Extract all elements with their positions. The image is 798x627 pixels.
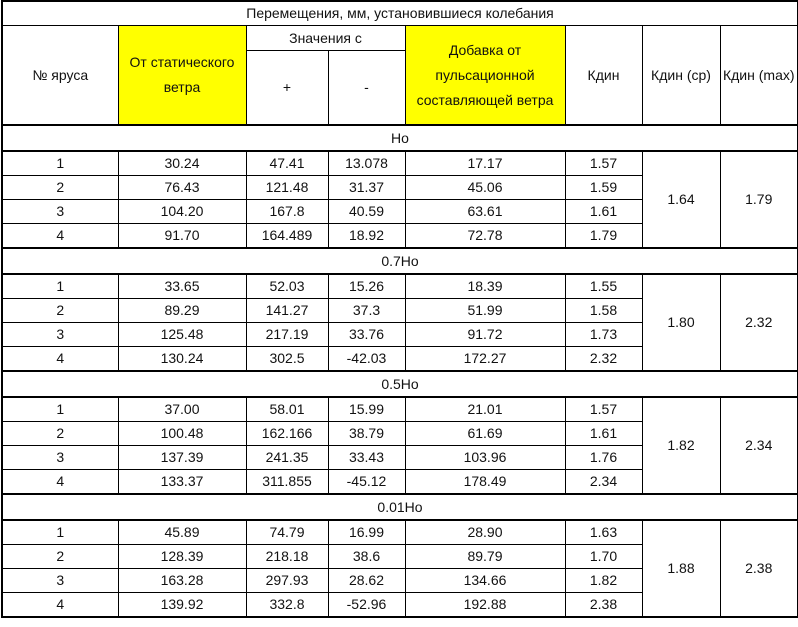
pulse-addition-value: 172.27 xyxy=(405,347,565,372)
tier-number: 2 xyxy=(2,176,118,200)
pulse-addition-value: 51.99 xyxy=(405,299,565,323)
tier-number: 2 xyxy=(2,422,118,446)
pulse-addition-value: 63.61 xyxy=(405,200,565,224)
static-wind-value: 137.39 xyxy=(118,446,246,470)
kdin-max-value: 2.34 xyxy=(720,397,798,494)
pulse-addition-value: 89.79 xyxy=(405,545,565,569)
header-minus: - xyxy=(328,51,405,126)
minus-value: -52.96 xyxy=(328,593,405,618)
kdin-value: 1.73 xyxy=(565,323,642,347)
pulse-addition-value: 21.01 xyxy=(405,397,565,422)
static-wind-value: 30.24 xyxy=(118,151,246,176)
kdin-value: 2.32 xyxy=(565,347,642,372)
minus-value: 33.43 xyxy=(328,446,405,470)
static-wind-value: 89.29 xyxy=(118,299,246,323)
minus-value: 31.37 xyxy=(328,176,405,200)
kdin-value: 2.38 xyxy=(565,593,642,618)
table-row xyxy=(2,520,798,545)
displacement-table xyxy=(1,0,798,618)
minus-value: 38.79 xyxy=(328,422,405,446)
static-wind-value: 133.37 xyxy=(118,470,246,495)
minus-value: 15.26 xyxy=(328,274,405,299)
kdin-value: 1.61 xyxy=(565,200,642,224)
minus-value: 33.76 xyxy=(328,323,405,347)
tier-number: 2 xyxy=(2,545,118,569)
kdin-value: 1.79 xyxy=(565,224,642,249)
pulse-addition-value: 192.88 xyxy=(405,593,565,618)
minus-value: 15.99 xyxy=(328,397,405,422)
kdin-value: 1.82 xyxy=(565,569,642,593)
section-label: 0.01Ho xyxy=(2,494,798,520)
section-label: 0.5Ho xyxy=(2,371,798,397)
plus-value: 141.27 xyxy=(246,299,328,323)
kdin-avg-value: 1.64 xyxy=(642,151,720,248)
static-wind-value: 91.70 xyxy=(118,224,246,249)
header-pulse-addition: Добавка от пульсационной составляющей ветра xyxy=(405,26,565,126)
header-tier: № яруса xyxy=(2,26,118,126)
plus-value: 74.79 xyxy=(246,520,328,545)
tier-number: 3 xyxy=(2,446,118,470)
minus-value: -45.12 xyxy=(328,470,405,495)
plus-value: 217.19 xyxy=(246,323,328,347)
tier-number: 3 xyxy=(2,323,118,347)
header-values-with: Значения с xyxy=(246,26,405,51)
plus-value: 311.855 xyxy=(246,470,328,495)
tier-number: 1 xyxy=(2,520,118,545)
plus-value: 218.18 xyxy=(246,545,328,569)
header-kdin-max: Кдин (max) xyxy=(720,26,798,126)
kdin-value: 1.57 xyxy=(565,397,642,422)
pulse-addition-value: 91.72 xyxy=(405,323,565,347)
tier-number: 2 xyxy=(2,299,118,323)
table-title: Перемещения, мм, установившиеся колебания xyxy=(2,1,798,26)
kdin-value: 1.61 xyxy=(565,422,642,446)
static-wind-value: 128.39 xyxy=(118,545,246,569)
kdin-value: 1.63 xyxy=(565,520,642,545)
section-label: Ho xyxy=(2,125,798,151)
static-wind-value: 139.92 xyxy=(118,593,246,618)
plus-value: 58.01 xyxy=(246,397,328,422)
tier-number: 1 xyxy=(2,274,118,299)
kdin-value: 1.76 xyxy=(565,446,642,470)
kdin-avg-value: 1.88 xyxy=(642,520,720,617)
minus-value: 28.62 xyxy=(328,569,405,593)
pulse-addition-value: 28.90 xyxy=(405,520,565,545)
header-kdin: Кдин xyxy=(565,26,642,126)
plus-value: 162.166 xyxy=(246,422,328,446)
tier-number: 4 xyxy=(2,593,118,618)
plus-value: 332.8 xyxy=(246,593,328,618)
static-wind-value: 37.00 xyxy=(118,397,246,422)
plus-value: 47.41 xyxy=(246,151,328,176)
plus-value: 297.93 xyxy=(246,569,328,593)
tier-number: 4 xyxy=(2,347,118,372)
minus-value: 13.078 xyxy=(328,151,405,176)
pulse-addition-value: 134.66 xyxy=(405,569,565,593)
kdin-max-value: 2.32 xyxy=(720,274,798,371)
kdin-max-value: 1.79 xyxy=(720,151,798,248)
kdin-max-value: 2.38 xyxy=(720,520,798,617)
static-wind-value: 125.48 xyxy=(118,323,246,347)
plus-value: 241.35 xyxy=(246,446,328,470)
kdin-value: 2.34 xyxy=(565,470,642,495)
header-static-wind: От статического ветра xyxy=(118,26,246,126)
kdin-value: 1.55 xyxy=(565,274,642,299)
table-row xyxy=(2,151,798,176)
pulse-addition-value: 178.49 xyxy=(405,470,565,495)
static-wind-value: 76.43 xyxy=(118,176,246,200)
static-wind-value: 163.28 xyxy=(118,569,246,593)
kdin-avg-value: 1.82 xyxy=(642,397,720,494)
pulse-addition-value: 45.06 xyxy=(405,176,565,200)
minus-value: 16.99 xyxy=(328,520,405,545)
plus-value: 164.489 xyxy=(246,224,328,249)
pulse-addition-value: 18.39 xyxy=(405,274,565,299)
static-wind-value: 130.24 xyxy=(118,347,246,372)
header-plus: + xyxy=(246,51,328,126)
plus-value: 52.03 xyxy=(246,274,328,299)
tier-number: 1 xyxy=(2,151,118,176)
static-wind-value: 33.65 xyxy=(118,274,246,299)
minus-value: 38.6 xyxy=(328,545,405,569)
kdin-value: 1.58 xyxy=(565,299,642,323)
kdin-value: 1.70 xyxy=(565,545,642,569)
minus-value: 40.59 xyxy=(328,200,405,224)
minus-value: 18.92 xyxy=(328,224,405,249)
plus-value: 302.5 xyxy=(246,347,328,372)
static-wind-value: 45.89 xyxy=(118,520,246,545)
minus-value: 37.3 xyxy=(328,299,405,323)
static-wind-value: 104.20 xyxy=(118,200,246,224)
plus-value: 121.48 xyxy=(246,176,328,200)
pulse-addition-value: 17.17 xyxy=(405,151,565,176)
section-label: 0.7Ho xyxy=(2,248,798,274)
kdin-value: 1.57 xyxy=(565,151,642,176)
table-row xyxy=(2,397,798,422)
kdin-avg-value: 1.80 xyxy=(642,274,720,371)
plus-value: 167.8 xyxy=(246,200,328,224)
static-wind-value: 100.48 xyxy=(118,422,246,446)
tier-number: 3 xyxy=(2,200,118,224)
pulse-addition-value: 61.69 xyxy=(405,422,565,446)
tier-number: 4 xyxy=(2,224,118,249)
header-kdin-avg: Кдин (ср) xyxy=(642,26,720,126)
minus-value: -42.03 xyxy=(328,347,405,372)
pulse-addition-value: 103.96 xyxy=(405,446,565,470)
tier-number: 3 xyxy=(2,569,118,593)
kdin-value: 1.59 xyxy=(565,176,642,200)
table-row xyxy=(2,274,798,299)
tier-number: 4 xyxy=(2,470,118,495)
pulse-addition-value: 72.78 xyxy=(405,224,565,249)
tier-number: 1 xyxy=(2,397,118,422)
